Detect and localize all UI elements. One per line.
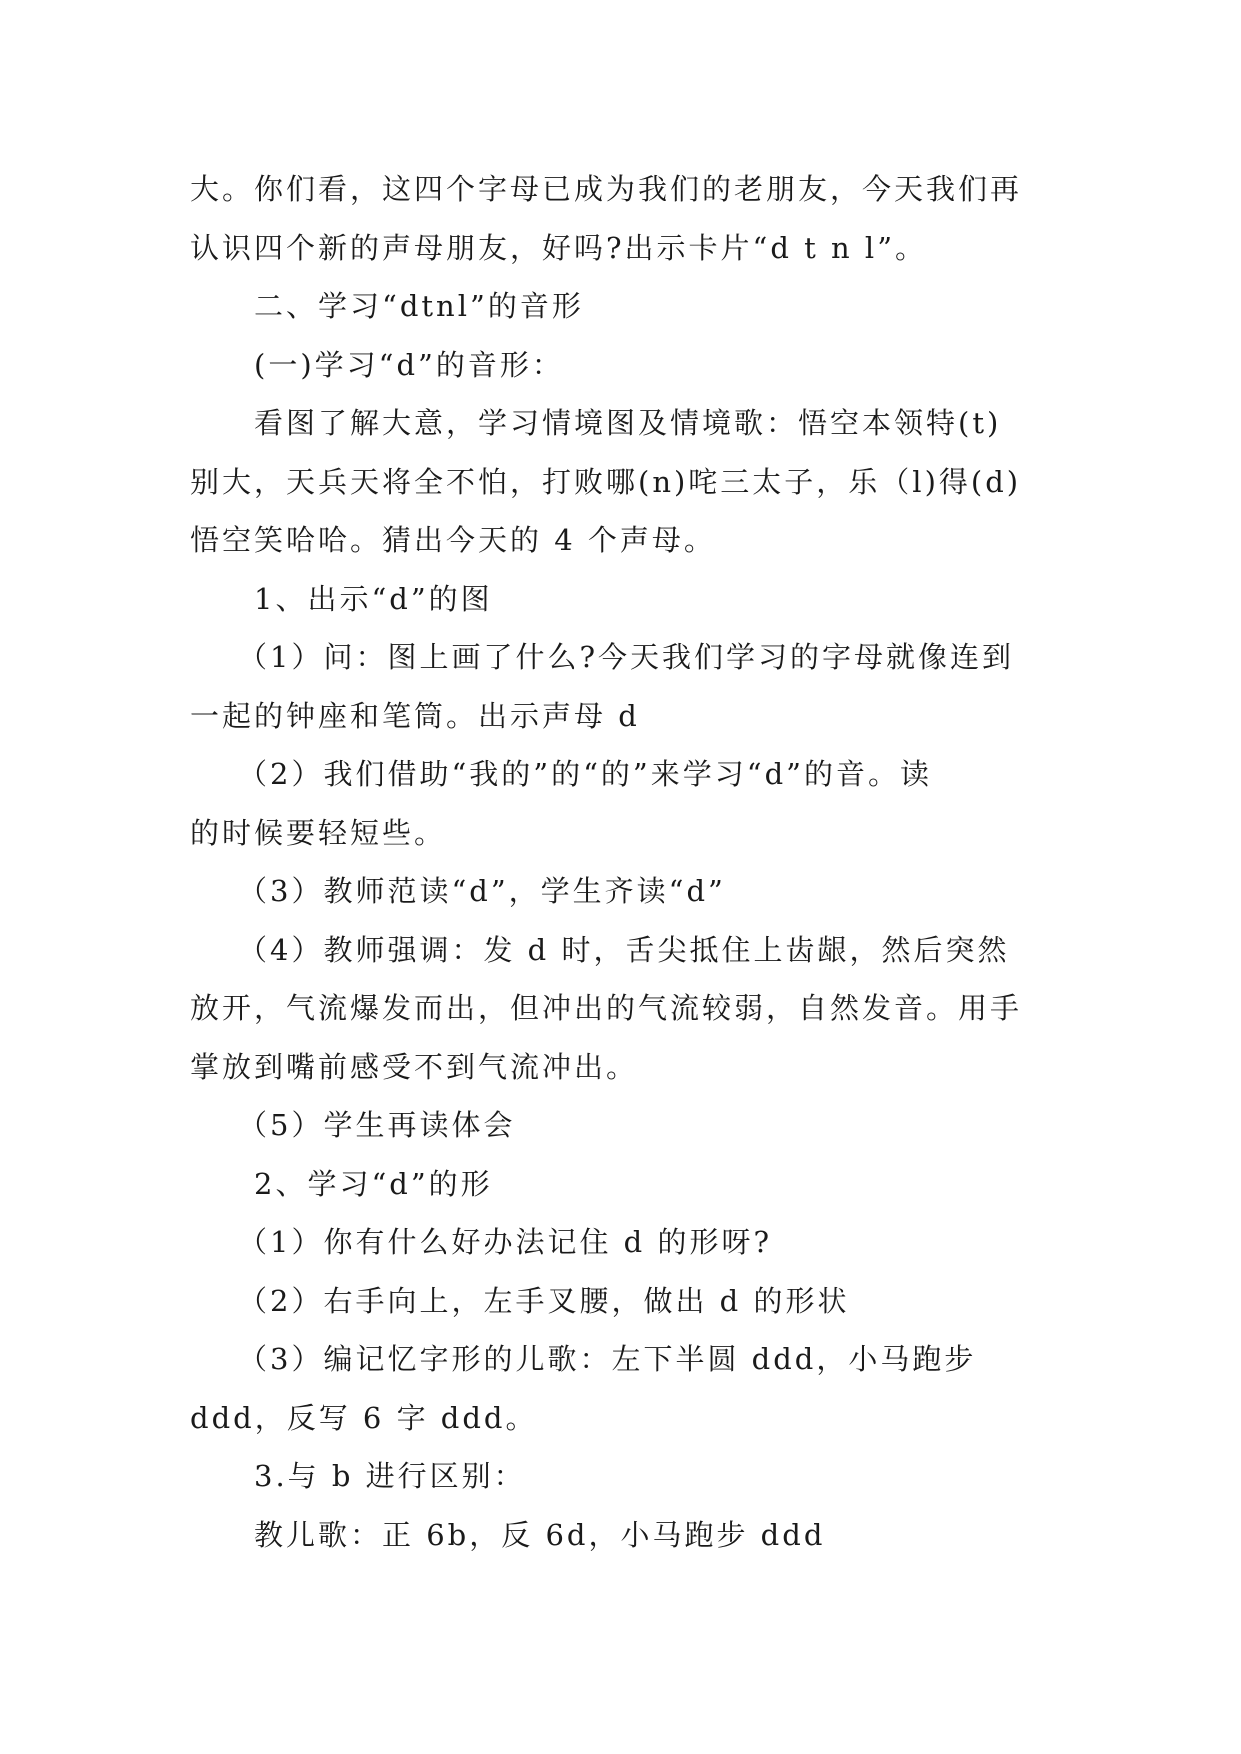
text-line: 悟空笑哈哈。猜出今天的 4 个声母。 [190,523,716,557]
text-line: （1）问：图上画了什么?今天我们学习的字母就像连到 [238,640,1014,674]
item-heading: 1、出示“d”的图 [254,581,493,616]
subsection-heading: (一)学习“d”的音形： [254,347,564,382]
text-line: ddd，反写 6 字 ddd。 [190,1400,538,1435]
text-line: 大。你们看，这四个字母已成为我们的老朋友，今天我们再 [190,172,1023,206]
text-line: （4）教师强调：发 d 时，舌尖抵住上齿龈，然后突然 [238,932,1010,967]
text-line: （5）学生再读体会 [238,1108,516,1142]
document-body [190,160,1060,1564]
text-line: 一起的钟座和笔筒。出示声母 d [190,698,640,733]
text-line: 看图了解大意，学习情境图及情境歌：悟空本领特(t) [254,406,1002,440]
text-line: 认识四个新的声母朋友，好吗?出示卡片“d t n l”。 [190,230,928,265]
item-heading: 3.与 b 进行区别： [254,1459,526,1493]
text-line: 掌放到嘴前感受不到气流冲出。 [190,1049,639,1084]
section-heading: 二、学习“dtnl”的音形 [254,289,584,323]
text-line: 的时候要轻短些。 [190,815,447,850]
text-line: （2）右手向上，左手叉腰，做出 d 的形状 [238,1283,850,1318]
text-line: （3）教师范读“d”，学生齐读“d” [238,874,726,908]
text-line: 放开，气流爆发而出，但冲出的气流较弱，自然发音。用手 [190,991,1023,1025]
text-line: （1）你有什么好办法记住 d 的形呀? [238,1225,772,1259]
text-line: 别大，天兵天将全不怕，打败哪(n)咤三太子，乐（l)得(d) [190,464,1022,499]
text-line: （2）我们借助“我的”的“的”来学习“d”的音。读 [238,757,932,791]
text-line: （3）编记忆字形的儿歌：左下半圆 ddd，小马跑步 [238,1342,977,1376]
item-heading: 2、学习“d”的形 [254,1166,493,1201]
text-line: 教儿歌：正 6b，反 6d，小马跑步 ddd [254,1517,826,1552]
